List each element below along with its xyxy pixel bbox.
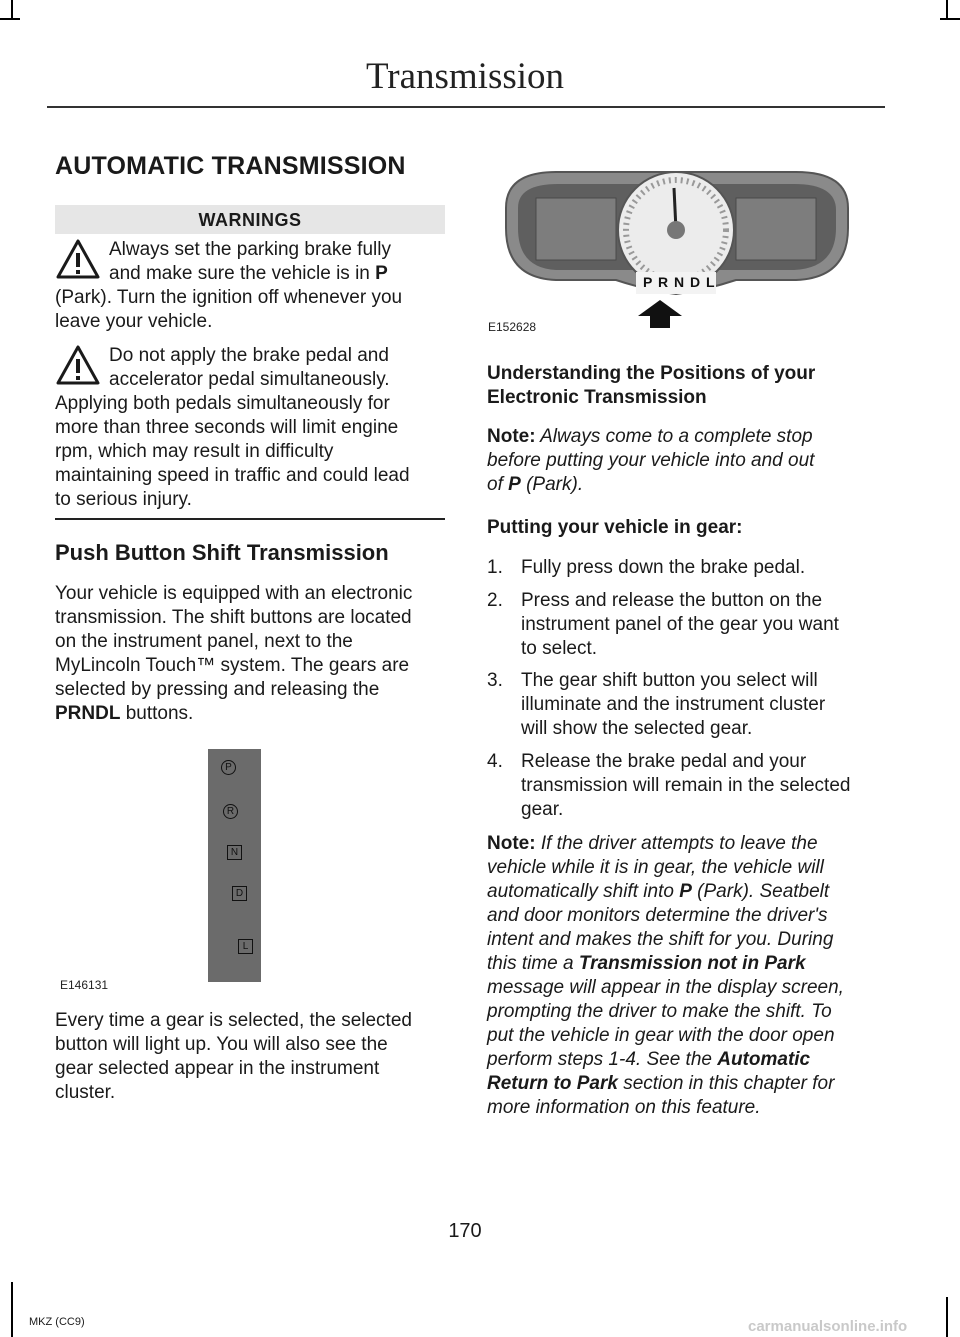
crop-mark (946, 0, 948, 20)
warning-1-line: (Park). Turn the ignition off whenever you (55, 287, 403, 308)
body-line: gear selected appear in the instrument (55, 1058, 380, 1079)
note-line: vehicle while it is in gear, the vehicle will (487, 857, 824, 878)
warning-2-line: maintaining speed in traffic and could lead (55, 465, 410, 486)
warning-1-line: and make sure the vehicle is in P (109, 263, 388, 284)
crop-mark (946, 1297, 948, 1337)
note-line: put the vehicle in gear with the door open (487, 1025, 835, 1046)
warning-2-line: rpm, which may result in difficulty (55, 441, 334, 462)
warning-2-line: to serious injury. (55, 489, 192, 510)
note-line: Note: If the driver attempts to leave the (487, 833, 818, 854)
note-line: automatically shift into P (Park). Seatbelt (487, 881, 830, 902)
note-line: perform steps 1-4. See the Automatic (487, 1049, 811, 1070)
crop-mark (940, 18, 960, 20)
body-line: Every time a gear is selected, the selected (55, 1010, 412, 1031)
chapter-title: Transmission (365, 56, 565, 97)
page-number: 170 (448, 1220, 482, 1242)
note-line: message will appear in the display screen, (487, 977, 844, 998)
warning-2-line: accelerator pedal simultaneously. (109, 369, 390, 390)
warning-triangle-icon (55, 344, 101, 386)
note-line: intent and makes the shift for you. During (487, 929, 834, 950)
header-rule (47, 106, 885, 108)
gear-button-p: P (221, 760, 236, 775)
note-line: of P (Park). (487, 474, 584, 495)
warning-1-line: leave your vehicle. (55, 311, 213, 332)
body-line: PRNDL buttons. (55, 703, 194, 724)
gear-button-l: L (238, 939, 253, 954)
positions-heading: Understanding the Positions of your (487, 363, 816, 384)
footer-model: MKZ (CC9) (29, 1316, 85, 1328)
warning-triangle-icon (55, 238, 101, 280)
note-line: Return to Park section in this chapter for (487, 1073, 835, 1094)
list-item: 3. The gear shift button you select will illuminate and the instrument cluster will show the selected gear. (487, 670, 826, 739)
push-button-heading: Push Button Shift Transmission (55, 540, 389, 565)
crop-mark (11, 0, 13, 20)
note-line: prompting the driver to make the shift. To (487, 1001, 832, 1022)
note-line: more information on this feature. (487, 1097, 761, 1118)
body-line: button will light up. You will also see the (55, 1034, 388, 1055)
body-line: selected by pressing and releasing the (55, 679, 380, 700)
gear-button-n: N (227, 845, 242, 860)
cluster-prndl-indicator: P R N D L (643, 274, 716, 290)
list-item: 2. Press and release the button on the instrument panel of the gear you want to select. (487, 590, 839, 659)
warnings-end-rule (55, 518, 445, 520)
section-title: AUTOMATIC TRANSMISSION (55, 152, 406, 180)
note-line: Note: Always come to a complete stop (487, 426, 813, 447)
body-line: on the instrument panel, next to the (55, 631, 353, 652)
putting-in-gear-heading: Putting your vehicle in gear: (487, 517, 743, 538)
watermark: carmanualsonline.info (748, 1318, 908, 1335)
body-line: cluster. (55, 1082, 116, 1103)
warning-1-line: Always set the parking brake fully (109, 239, 391, 260)
instrument-cluster-illustration (496, 168, 856, 318)
arrow-up-icon (636, 298, 684, 330)
list-item: 1. Fully press down the brake pedal. (487, 557, 806, 578)
warnings-heading: WARNINGS (55, 205, 445, 234)
warning-2-line: more than three seconds will limit engine (55, 417, 399, 438)
positions-heading: Electronic Transmission (487, 387, 707, 408)
body-line: MyLincoln Touch™ system. The gears are (55, 655, 410, 676)
note-line: before putting your vehicle into and out (487, 450, 815, 471)
shift-button-panel (208, 749, 261, 982)
note-line: and door monitors determine the driver's (487, 905, 828, 926)
body-line: Your vehicle is equipped with an electronic (55, 583, 413, 604)
crop-mark (11, 1282, 13, 1337)
gear-button-d: D (232, 886, 247, 901)
figure-label: E152628 (488, 320, 537, 334)
warning-2-line: Do not apply the brake pedal and (109, 345, 389, 366)
list-item: 4. Release the brake pedal and your transmission will remain in the selected gear. (487, 751, 851, 820)
warning-2-line: Applying both pedals simultaneously for (55, 393, 390, 414)
gear-button-r: R (223, 804, 238, 819)
body-line: transmission. The shift buttons are located (55, 607, 412, 628)
figure-label: E146131 (60, 978, 109, 992)
crop-mark (0, 18, 20, 20)
note-line: this time a Transmission not in Park (487, 953, 806, 974)
